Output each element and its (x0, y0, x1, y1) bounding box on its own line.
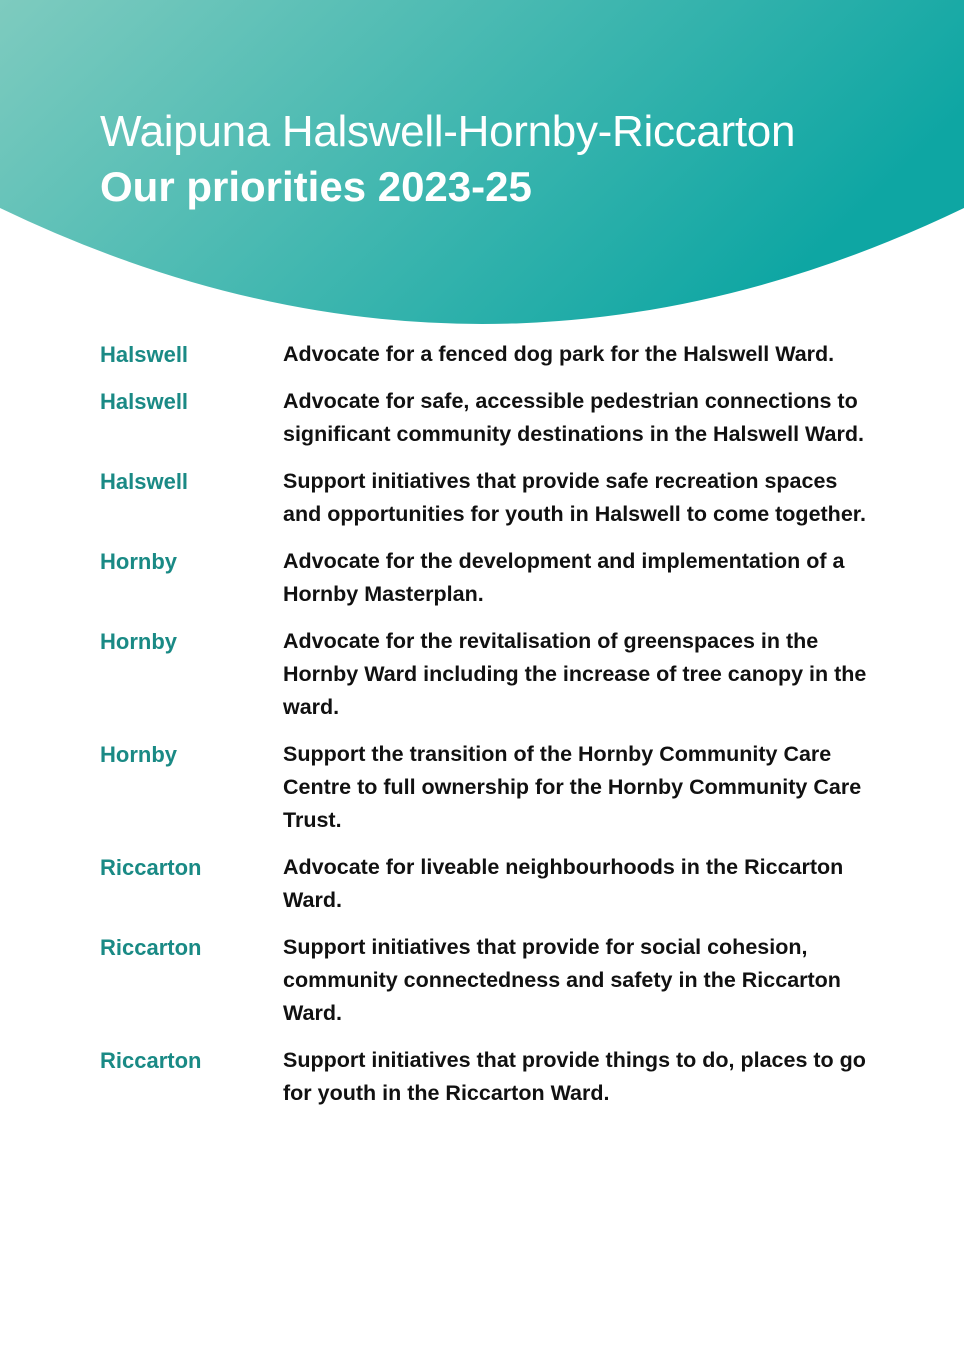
priority-text: Support initiatives that provide safe recreation spaces and opportunities for youth in Halswell to come together. (283, 469, 866, 526)
priority-row (100, 1044, 880, 1110)
priorities-list (100, 338, 880, 1124)
ward-label: Riccarton (100, 855, 202, 880)
header-text (100, 104, 795, 214)
ward-label: Riccarton (100, 935, 202, 960)
priority-text: Support initiatives that provide things to do, places to go for youth in the Riccarton Ward. (283, 1048, 866, 1105)
priority-row (100, 465, 880, 531)
priority-row (100, 625, 880, 724)
ward-label: Halswell (100, 469, 189, 494)
priority-text: Advocate for the development and implementation of a Hornby Masterplan. (283, 549, 845, 606)
priority-text: Support the transition of the Hornby Community Care Centre to full ownership for the Hornby Community Care Trust. (283, 742, 862, 832)
priority-text: Advocate for safe, accessible pedestrian connections to significant community destinations in the Halswell Ward. (283, 389, 864, 446)
priority-text: Advocate for a fenced dog park for the Halswell Ward. (283, 342, 835, 366)
priority-row (100, 338, 880, 371)
priority-row (100, 931, 880, 1030)
ward-label: Hornby (100, 742, 177, 767)
priority-text: Support initiatives that provide for social cohesion, community connectedness and safety in the Riccarton Ward. (283, 935, 841, 1025)
ward-label: Riccarton (100, 1048, 202, 1073)
ward-label: Halswell (100, 342, 189, 367)
priority-row (100, 545, 880, 611)
priority-row (100, 385, 880, 451)
priority-row (100, 851, 880, 917)
priority-row (100, 738, 880, 837)
priority-text: Advocate for liveable neighbourhoods in the Riccarton Ward. (283, 855, 844, 912)
ward-label: Hornby (100, 549, 177, 574)
priority-text: Advocate for the revitalisation of greenspaces in the Hornby Ward including the increase of tree canopy in the ward. (283, 629, 867, 719)
header-subtitle: Waipuna Halswell-Hornby-Riccarton (100, 107, 796, 156)
page-title: Our priorities 2023-25 (100, 163, 532, 210)
ward-label: Halswell (100, 389, 189, 414)
ward-label: Hornby (100, 629, 177, 654)
